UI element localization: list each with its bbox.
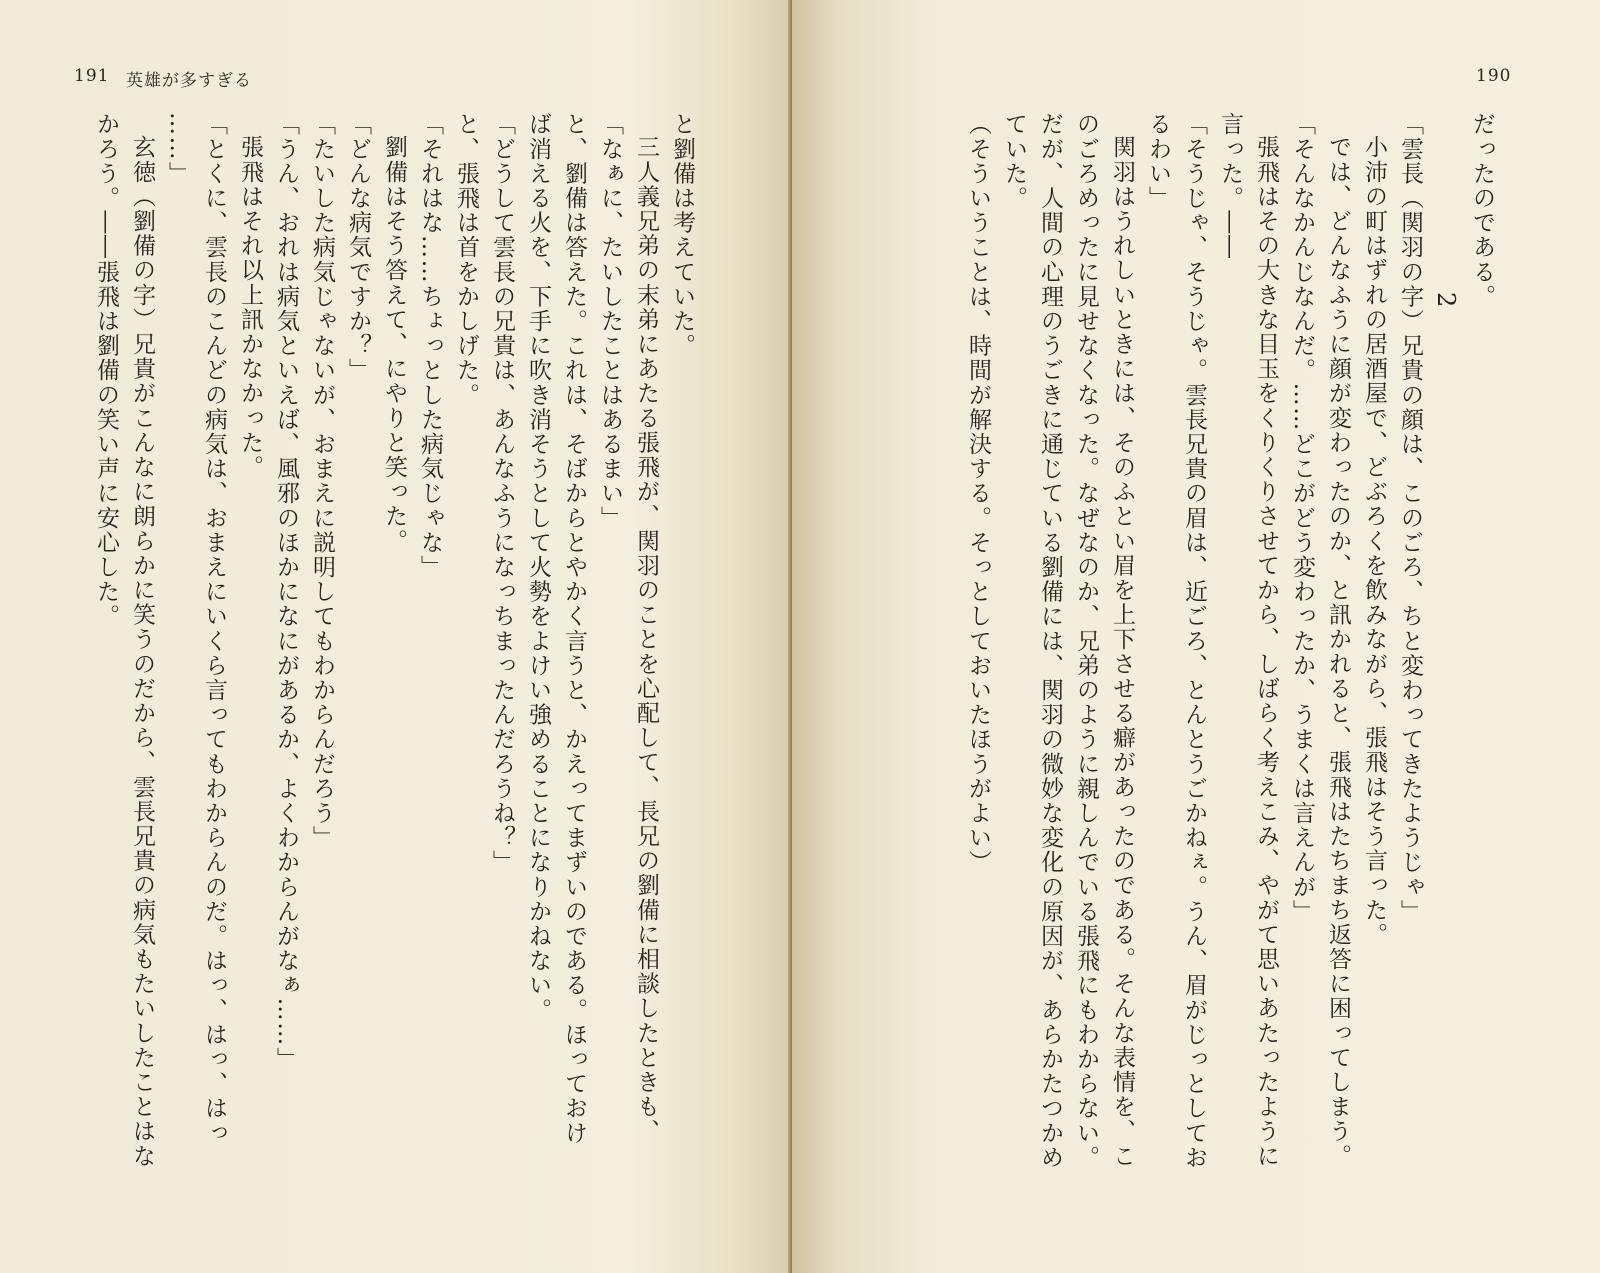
text-line: 張飛はそれ以上訊かなかった。 — [237, 135, 263, 480]
text-line: 劉備はそう答えて、にやりと笑った。 — [381, 135, 407, 554]
dialogue-line: 「なぁに、たいしたことはあるまい」 — [597, 112, 623, 531]
text-line: ていた。 — [1001, 112, 1027, 211]
text-line: 小沛の町はずれの居酒屋で、どぶろくを飲みながら、張飛はそう言った。 — [1361, 135, 1387, 947]
running-title: 英雄が多すぎる — [126, 71, 252, 91]
text-line: 張飛はその大きな目玉をくりくりさせてから、しばらく考えこみ、やがて思いあたったように — [1253, 135, 1279, 1169]
text-line: だったのである。 — [1469, 112, 1495, 309]
text-line: と、張飛は首をかしげた。 — [453, 112, 479, 408]
dialogue-line: 「どんな病気ですか？」 — [345, 112, 371, 383]
right-page-number: 190 — [1476, 66, 1512, 86]
text-line: のごろめったに見せなくなった。なぜなのか、兄弟のように親しんでいる張飛にもわからない。 — [1073, 112, 1099, 1170]
left-page-body — [60, 112, 700, 1242]
dialogue-line: 「たいした病気じゃないが、おまえに説明してもわからんだろう」 — [309, 112, 335, 850]
text-line: 三人義兄弟の末弟にあたる張飛が、関羽のことを心配して、長兄の劉備に相談したときも、 — [633, 135, 659, 1144]
left-page-number: 191 — [74, 66, 110, 86]
left-page — [0, 0, 792, 1273]
dialogue-line: 「雲長（関羽の字）兄貴の顔は、このごろ、ちと変わってきたようじゃ」 — [1397, 112, 1423, 924]
dialogue-line: 「そうじゃ、そうじゃ。雲長兄貴の眉は、近ごろ、とんとうごかねぇ。うん、眉がじっとしてお — [1181, 112, 1207, 1170]
dialogue-line: 「うん、おれは病気といえば、風邪のほかになにがあるか、よくわからんがなぁ……」 — [273, 112, 299, 1072]
text-line: 言った。―― — [1217, 112, 1243, 260]
text-line: 玄徳（劉備の字）兄貴がこんなに朗らかに笑うのだから、雲長兄貴の病気もたいしたことはな — [129, 135, 155, 1169]
text-line: だが、人間の心理のうごきに通じている劉備には、関羽の微妙な変化の原因が、あらかたつかめ — [1037, 112, 1063, 1170]
dialogue-line: 「それはな……ちょっとした病気じゃな」 — [417, 112, 443, 580]
dialogue-line: 「とくに、雲長のこんどの病気は、おまえにいくら言ってもわからんのだ。はっ、はっ、はっ — [201, 112, 227, 1146]
text-line: かろう。――張飛は劉備の笑い声に安心した。 — [93, 112, 119, 629]
text-line: と、劉備は答えた。これは、そばからとやかく言うと、かえってまずいのである。ほっておけ — [561, 112, 587, 1146]
right-page-body — [850, 112, 1500, 1242]
text-line: ば消える火を、下手に吹き消そうとして火勢をよけい強めることになりかねない。 — [525, 112, 551, 1023]
section-number: 2 — [1432, 292, 1460, 309]
dialogue-line: 「どうして雲長の兄貴は、あんなふうになっちまったんだろうね？」 — [489, 112, 515, 875]
text-line: るわい」 — [1145, 112, 1171, 211]
text-line: では、どんなふうに顔が変わったのか、と訊かれると、張飛はたちまち返答に困ってしまう。 — [1325, 135, 1351, 1169]
text-line: 関羽はうれしいときには、そのふとい眉を上下させる癖があったのである。そんな表情を、こ — [1109, 135, 1135, 1169]
thought-line: （そういうことは、時間が解決する。そっとしておいたほうがよい） — [965, 112, 991, 875]
dialogue-line: 「そんなかんじなんだ。……どこがどう変わったか、うまくは言えんが」 — [1289, 112, 1315, 924]
text-line: と劉備は考えていた。 — [669, 112, 695, 358]
text-line: ……」 — [165, 112, 191, 186]
